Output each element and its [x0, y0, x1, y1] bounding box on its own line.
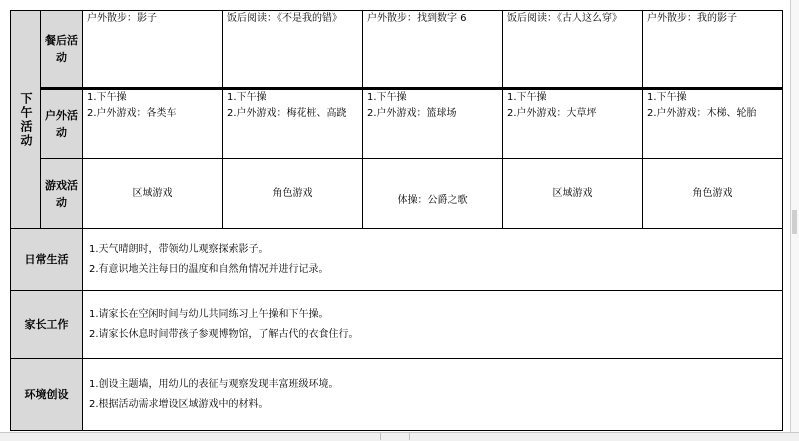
outdoor-wed-line-2: 2.户外游戏：篮球场	[367, 108, 457, 119]
environment-row	[11, 359, 783, 431]
environment-line-1: 1.创设主题墙，用幼儿的表征与观察发现丰富班级环境。	[89, 378, 339, 390]
environment-label: 环境创设	[11, 359, 83, 431]
parent-work-line-2: 2.请家长休息时间带孩子参观博物馆，了解古代的衣食住行。	[89, 328, 359, 340]
outdoor-wed-line-1: 1.下午操	[367, 92, 407, 103]
afternoon-activities-header: 下午活动	[11, 11, 41, 229]
after-meal-fri[interactable]: 户外散步：我的影子	[643, 11, 783, 89]
daily-life-content[interactable]	[83, 229, 783, 291]
outdoor-thu-line-2: 2.户外游戏：大草坪	[507, 108, 597, 119]
environment-content[interactable]	[83, 359, 783, 431]
parent-work-label: 家长工作	[11, 291, 83, 359]
outdoor-fri[interactable]	[643, 89, 783, 159]
daily-life-line-2: 2.有意识地关注每日的温度和自然角情况并进行记录。	[89, 263, 329, 275]
outdoor-fri-line-2: 2.户外游戏：木梯、轮胎	[647, 108, 757, 119]
after-meal-wed[interactable]: 户外散步：找到数字 6	[363, 11, 503, 89]
games-thu[interactable]: 区域游戏	[503, 159, 643, 229]
daily-life-label: 日常生活	[11, 229, 83, 291]
scroll-marker	[380, 433, 410, 440]
outdoor-fri-line-1: 1.下午操	[647, 92, 687, 103]
after-meal-label: 餐后活动	[41, 11, 83, 89]
scrollbar-thumb[interactable]	[792, 210, 797, 234]
outdoor-tue-line-2: 2.户外游戏：梅花桩、高跷	[227, 108, 347, 119]
outdoor-thu[interactable]	[503, 89, 643, 159]
outdoor-mon-line-2: 2.户外游戏：各类车	[87, 108, 177, 119]
after-meal-thu[interactable]: 饭后阅读：《古人这么穿》	[503, 11, 643, 89]
outdoor-label: 户外活动	[41, 89, 83, 159]
outdoor-tue-line-1: 1.下午操	[227, 92, 267, 103]
daily-life-row	[11, 229, 783, 291]
games-tue[interactable]: 角色游戏	[223, 159, 363, 229]
page-margin	[0, 0, 10, 440]
parent-work-line-1: 1.请家长在空闲时间与幼儿共同练习上午操和下午操。	[89, 308, 329, 320]
games-mon[interactable]: 区域游戏	[83, 159, 223, 229]
parent-work-content[interactable]	[83, 291, 783, 359]
environment-line-2: 2.根据活动需求增设区域游戏中的材料。	[89, 398, 269, 410]
games-wed[interactable]: 体操：公爵之歌	[363, 159, 503, 229]
weekly-plan-table	[10, 10, 783, 431]
games-row	[11, 159, 783, 229]
outdoor-mon-line-1: 1.下午操	[87, 92, 127, 103]
outdoor-thu-line-1: 1.下午操	[507, 92, 547, 103]
outdoor-tue[interactable]	[223, 89, 363, 159]
parent-work-row	[11, 291, 783, 359]
outdoor-row	[11, 89, 783, 159]
outdoor-mon[interactable]	[83, 89, 223, 159]
games-fri[interactable]: 角色游戏	[643, 159, 783, 229]
outdoor-wed[interactable]	[363, 89, 503, 159]
after-meal-row	[11, 11, 783, 89]
games-label: 游戏活动	[41, 159, 83, 229]
after-meal-mon[interactable]: 户外散步：影子	[83, 11, 223, 89]
after-meal-tue[interactable]: 饭后阅读：《不是我的错》	[223, 11, 363, 89]
daily-life-line-1: 1.天气晴朗时，带领幼儿观察探索影子。	[89, 243, 269, 255]
